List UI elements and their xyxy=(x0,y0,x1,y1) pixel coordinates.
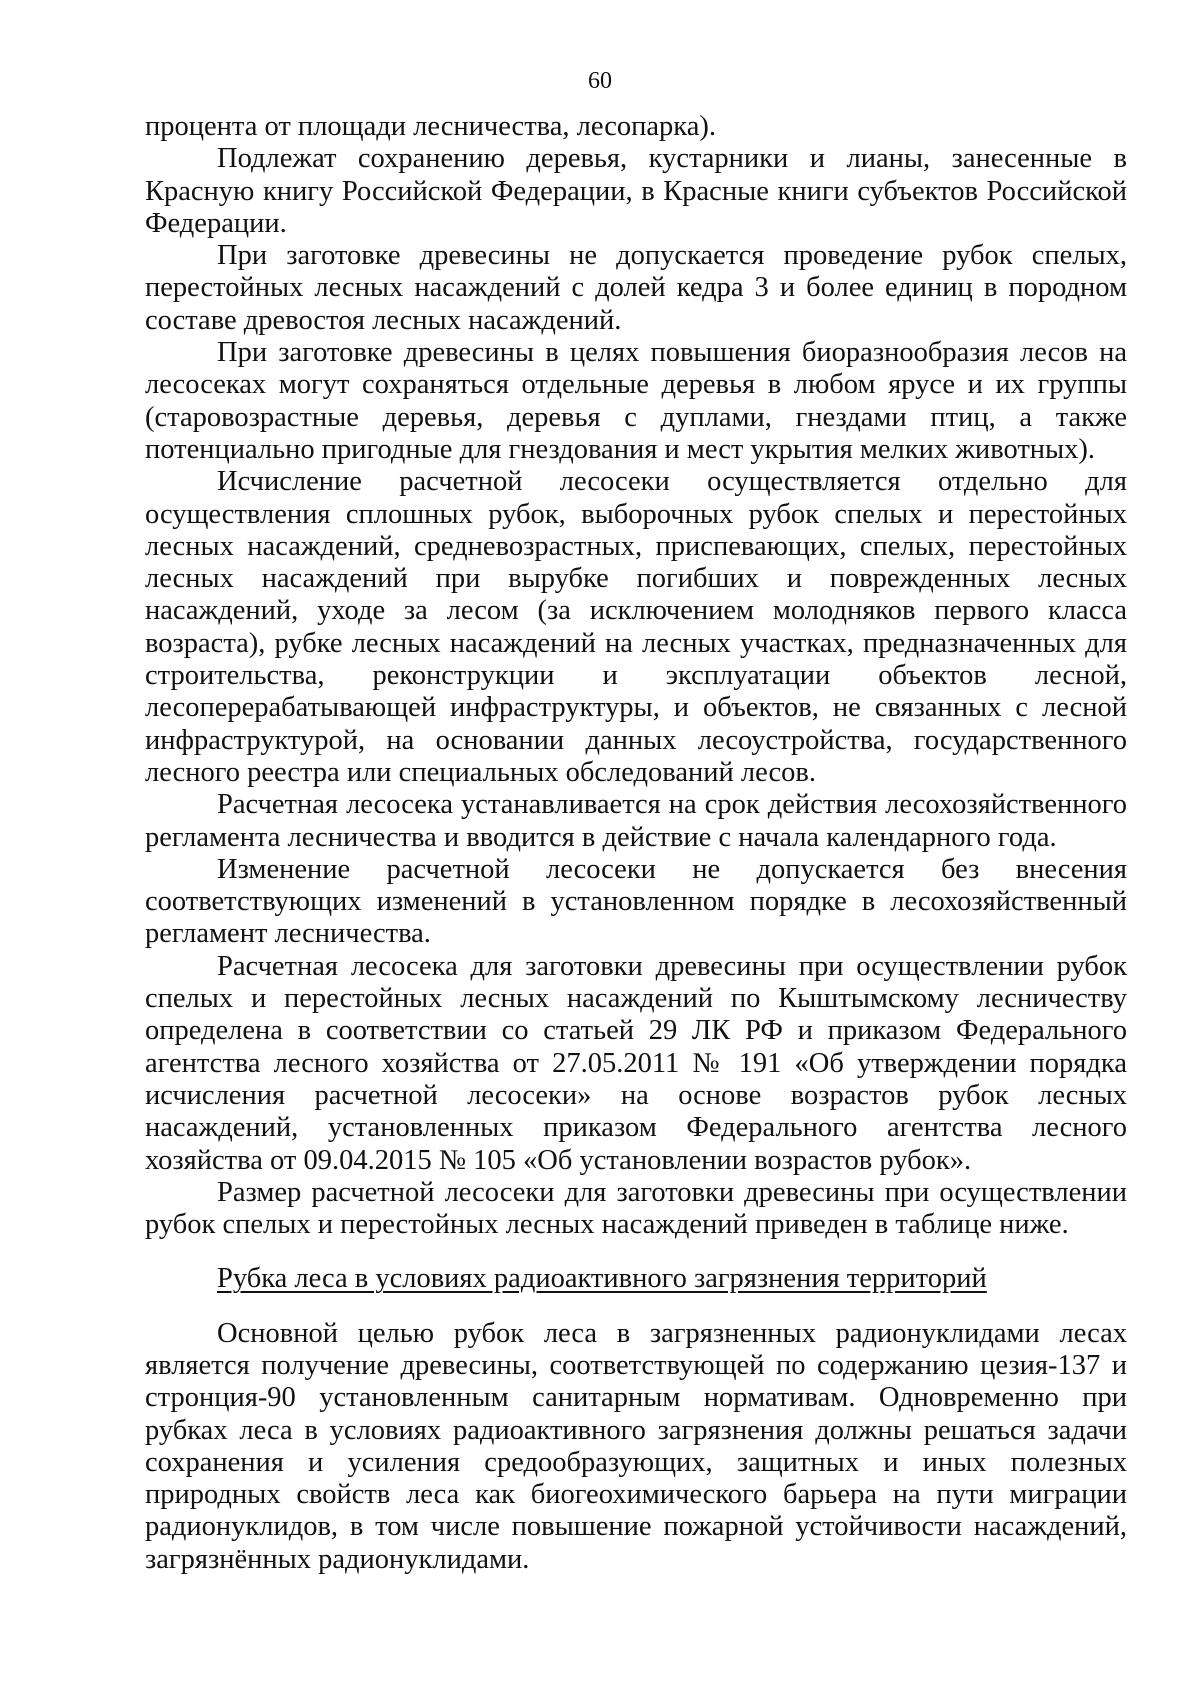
paragraph-term: Расчетная лесосека устанавливается на срок действия лесохозяйственного регламента лесничества и вводится в действие с начала календарного года. xyxy=(145,789,1127,853)
paragraph-cedar: При заготовке древесины не допускается проведение рубок спелых, перестойных лесных насаждений с долей кедра 3 и более единиц в породном составе древостоя лесных насаждений. xyxy=(145,240,1127,336)
paragraph-table-ref: Размер расчетной лесосеки для заготовки древесины при осуществлении рубок спелых и перестойных лесных насаждений приведен в таблице ниже. xyxy=(145,1176,1127,1241)
paragraph-biodiversity: При заготовке древесины в целях повышения биоразнообразия лесов на лесосеках могут сохраняться отдельные деревья в любом ярусе и их группы (старовозрастные деревья, деревья с дуплами, гнездами птиц, а также потенциально пригодные для гнездования и мест укрытия мелких животных). xyxy=(145,337,1127,465)
paragraph-calculation: Исчисление расчетной лесосеки осуществляется отдельно для осуществления сплошных рубок, выборочных рубок спелых и перестойных лесных насаждений, средневозрастных, приспевающих, спелых, перестойных лесных насаждений при вырубке погибших и поврежденных лесных насаждений, уходе за лесом (за исключением молодняков первого класса возраста), рубке лесных насаждений на лесных участках, предназначенных для строительства, реконструкции и эксплуатации объектов лесной, лесоперерабатывающей инфраструктуры, и объектов, не связанных с лесной инфраструктурой, на основании данных лесоустройства, государственного лесного реестра или специальных обследований лесов. xyxy=(145,466,1127,788)
paragraph-kyshtym: Расчетная лесосека для заготовки древесины при осуществлении рубок спелых и перестойных лесных насаждений по Кыштымскому лесничеству определена в соответствии со статьей 29 ЛК РФ и приказом Федерального агентства лесного хозяйства от 27.05.2011 № 191 «Об утверждении порядка исчисления расчетной лесосеки» на основе возрастов рубок лесных насаждений, установленных приказом Федерального агентства лесного хозяйства от 09.04.2015 № 105 «Об установлении возрастов рубок». xyxy=(145,950,1127,1176)
paragraph-continuation: процента от площади лесничества, лесопарка). xyxy=(145,111,716,142)
page-content xyxy=(145,111,1127,1576)
paragraph-radioactive: Основной целью рубок леса в загрязненных радионуклидами лесах является получение древесины, соответствующей по содержанию цезия-137 и стронция-90 установленным санитарным нормативам. Одновременно при рубках леса в условиях радиоактивного загрязнения должны решаться задачи сохранения и усиления средообразующих, защитных и иных полезных природных свойств леса как биогеохимического барьера на пути миграции радионуклидов, в том числе повышение пожарной устойчивости насаждений, загрязнённых радионуклидами. xyxy=(145,1317,1127,1575)
paragraph-red-book: Подлежат сохранению деревья, кустарники и лианы, занесенные в Красную книгу Российской Федерации, в Красные книги субъектов Российской Федерации. xyxy=(145,143,1127,239)
paragraph-change: Изменение расчетной лесосеки не допускается без внесения соответствующих изменений в установленном порядке в лесохозяйственный регламент лесничества. xyxy=(145,853,1127,950)
section-heading: Рубка леса в условиях радиоактивного загрязнения территорий xyxy=(217,1263,987,1295)
page-number: 60 xyxy=(588,68,612,94)
